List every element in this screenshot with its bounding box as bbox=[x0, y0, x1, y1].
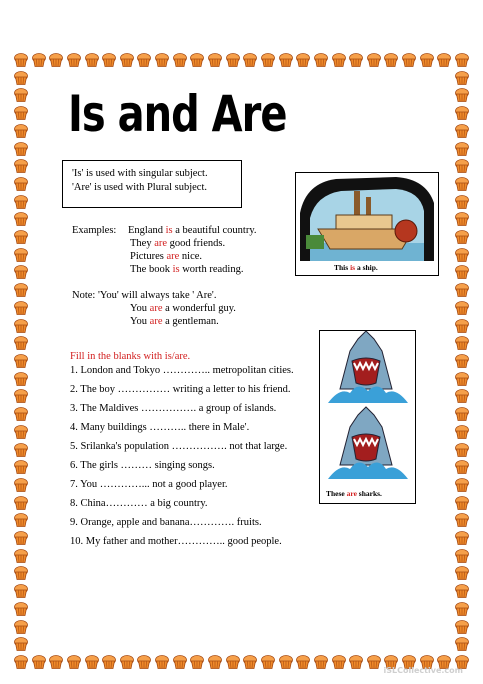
caption-text: These bbox=[326, 489, 347, 498]
muffin-icon bbox=[32, 655, 46, 669]
shark-bottom bbox=[328, 407, 408, 479]
note-text-part: a wonderful guy. bbox=[162, 303, 236, 314]
muffin-icon bbox=[14, 496, 28, 510]
muffin-icon bbox=[384, 53, 398, 67]
muffin-icon bbox=[455, 195, 469, 209]
muffin-icon bbox=[14, 142, 28, 156]
muffin-icon bbox=[455, 496, 469, 510]
muffin-icon bbox=[455, 372, 469, 386]
muffin-icon bbox=[455, 620, 469, 634]
muffin-icon bbox=[102, 53, 116, 67]
muffin-icon bbox=[226, 655, 240, 669]
examples-label: Examples: bbox=[72, 225, 117, 236]
note-line bbox=[130, 303, 236, 314]
caption-verb: is bbox=[350, 263, 356, 272]
example-text: They bbox=[130, 238, 155, 249]
muffin-icon bbox=[455, 354, 469, 368]
caption-verb: are bbox=[346, 489, 357, 498]
muffin-icon bbox=[173, 53, 187, 67]
muffin-icon bbox=[173, 655, 187, 669]
caption-text: a ship. bbox=[355, 263, 378, 272]
muffin-icon bbox=[49, 655, 63, 669]
muffin-icon bbox=[102, 655, 116, 669]
muffin-icon bbox=[14, 248, 28, 262]
muffin-icon bbox=[14, 478, 28, 492]
muffin-icon bbox=[279, 655, 293, 669]
muffin-icon bbox=[296, 655, 310, 669]
muffin-icon bbox=[14, 283, 28, 297]
muffin-icon bbox=[455, 531, 469, 545]
shark-picture-box bbox=[319, 330, 416, 504]
watermark: iSLCollective.com bbox=[383, 666, 463, 675]
muffin-icon bbox=[455, 53, 469, 67]
muffin-icon bbox=[314, 53, 328, 67]
muffin-icon bbox=[67, 655, 81, 669]
muffin-icon bbox=[14, 566, 28, 580]
muffin-icon bbox=[349, 53, 363, 67]
muffin-icon bbox=[14, 407, 28, 421]
muffin-icon bbox=[14, 513, 28, 527]
muffin-icon bbox=[455, 566, 469, 580]
exercise-item: 6. The girls ……… singing songs. bbox=[70, 460, 215, 471]
muffin-icon bbox=[208, 53, 222, 67]
muffin-icon bbox=[85, 655, 99, 669]
note-text-part: You bbox=[130, 303, 150, 314]
note-text: Note: 'You' will always take ' Are'. bbox=[72, 290, 217, 301]
muffin-icon bbox=[120, 655, 134, 669]
example-text: England bbox=[128, 225, 166, 236]
muffin-icon bbox=[14, 602, 28, 616]
muffin-icon bbox=[14, 354, 28, 368]
muffin-icon bbox=[455, 71, 469, 85]
example-line bbox=[130, 251, 202, 262]
muffin-icon bbox=[455, 124, 469, 138]
exercise-item: 8. China………… a big country. bbox=[70, 498, 208, 509]
muffin-icon bbox=[14, 425, 28, 439]
example-verb: is bbox=[172, 264, 180, 275]
ship-paddle-wheel bbox=[395, 220, 417, 242]
muffin-icon bbox=[455, 478, 469, 492]
example-verb: is bbox=[165, 225, 173, 236]
exercise-item: 9. Orange, apple and banana…………. fruits. bbox=[70, 517, 262, 528]
caption-text: sharks. bbox=[356, 489, 382, 498]
muffin-icon bbox=[14, 389, 28, 403]
exercise-item: 2. The boy …………… writing a letter to his friend. bbox=[70, 384, 291, 395]
exercise-item: 3. The Maldives ……………. a group of islands. bbox=[70, 403, 277, 414]
muffin-icon bbox=[14, 212, 28, 226]
muffin-icon bbox=[402, 53, 416, 67]
muffin-icon bbox=[455, 159, 469, 173]
muffin-icon bbox=[261, 53, 275, 67]
muffin-icon bbox=[455, 301, 469, 315]
shark-caption bbox=[326, 489, 382, 498]
muffin-icon bbox=[455, 265, 469, 279]
muffin-icon bbox=[14, 637, 28, 651]
example-text: a beautiful country. bbox=[172, 225, 257, 236]
muffin-icon bbox=[14, 584, 28, 598]
muffin-icon bbox=[14, 265, 28, 279]
muffin-icon bbox=[120, 53, 134, 67]
muffin-icon bbox=[455, 513, 469, 527]
example-verb: are bbox=[154, 238, 168, 249]
muffin-icon bbox=[14, 443, 28, 457]
muffin-icon bbox=[455, 602, 469, 616]
muffin-icon bbox=[14, 177, 28, 191]
example-text: good friends. bbox=[167, 238, 226, 249]
muffin-icon bbox=[85, 53, 99, 67]
shark-top bbox=[328, 331, 408, 403]
muffin-icon bbox=[243, 655, 257, 669]
ship-illustration bbox=[296, 173, 438, 261]
muffin-icon bbox=[155, 655, 169, 669]
example-line bbox=[130, 238, 225, 249]
muffin-icon bbox=[49, 53, 63, 67]
note-verb: are bbox=[149, 303, 163, 314]
muffin-icon bbox=[190, 655, 204, 669]
example-text: worth reading. bbox=[179, 264, 244, 275]
muffin-icon bbox=[455, 460, 469, 474]
muffin-icon bbox=[155, 53, 169, 67]
muffin-icon bbox=[261, 655, 275, 669]
exercise-item: 1. London and Tokyo ………….. metropolitan cities. bbox=[70, 365, 294, 376]
example-text: nice. bbox=[179, 251, 203, 262]
muffin-icon bbox=[14, 549, 28, 563]
muffin-icon bbox=[32, 53, 46, 67]
note-line bbox=[130, 316, 219, 327]
muffin-icon bbox=[190, 53, 204, 67]
exercise-item: 4. Many buildings ……….. there in Male'. bbox=[70, 422, 250, 433]
rule-box bbox=[62, 160, 242, 208]
muffin-icon bbox=[137, 655, 151, 669]
muffin-icon bbox=[14, 88, 28, 102]
muffin-icon bbox=[455, 88, 469, 102]
muffin-icon bbox=[455, 212, 469, 226]
muffin-icon bbox=[314, 655, 328, 669]
muffin-icon bbox=[14, 301, 28, 315]
muffin-icon bbox=[455, 319, 469, 333]
muffin-icon bbox=[455, 407, 469, 421]
muffin-icon bbox=[349, 655, 363, 669]
muffin-icon bbox=[420, 53, 434, 67]
example-text: The book bbox=[130, 264, 173, 275]
muffin-icon bbox=[455, 389, 469, 403]
shark-illustration bbox=[320, 331, 415, 481]
rule-singular: 'Is' is used with singular subject. bbox=[72, 168, 208, 179]
exercise-item: 7. You …………... not a good player. bbox=[70, 479, 228, 490]
muffin-icon bbox=[14, 124, 28, 138]
ship-picture-box bbox=[295, 172, 439, 276]
tree-shape bbox=[306, 235, 324, 249]
muffin-icon bbox=[226, 53, 240, 67]
example-text: Pictures bbox=[130, 251, 167, 262]
muffin-icon bbox=[332, 655, 346, 669]
page-title: Is and Are bbox=[68, 86, 287, 144]
note-verb: are bbox=[149, 316, 163, 327]
muffin-icon bbox=[455, 637, 469, 651]
example-verb: are bbox=[166, 251, 180, 262]
muffin-icon bbox=[137, 53, 151, 67]
muffin-icon bbox=[14, 319, 28, 333]
muffin-icon bbox=[455, 106, 469, 120]
exercise-item: 10. My father and mother………….. good people. bbox=[70, 536, 282, 547]
muffin-icon bbox=[14, 159, 28, 173]
note-text-part: a gentleman. bbox=[162, 316, 219, 327]
muffin-icon bbox=[14, 620, 28, 634]
muffin-icon bbox=[455, 230, 469, 244]
muffin-icon bbox=[332, 53, 346, 67]
example-line bbox=[128, 225, 257, 236]
muffin-icon bbox=[455, 443, 469, 457]
muffin-icon bbox=[455, 142, 469, 156]
muffin-icon bbox=[455, 549, 469, 563]
caption-text: This bbox=[334, 263, 351, 272]
note-text-part: You bbox=[130, 316, 150, 327]
exercise-heading: Fill in the blanks with is/are. bbox=[70, 351, 191, 362]
muffin-icon bbox=[367, 655, 381, 669]
muffin-icon bbox=[279, 53, 293, 67]
muffin-icon bbox=[455, 425, 469, 439]
exercise-item: 5. Srilanka's population ……………. not that large. bbox=[70, 441, 288, 452]
muffin-icon bbox=[455, 584, 469, 598]
example-line bbox=[130, 264, 243, 275]
muffin-icon bbox=[14, 230, 28, 244]
muffin-icon bbox=[455, 248, 469, 262]
muffin-icon bbox=[367, 53, 381, 67]
muffin-icon bbox=[14, 195, 28, 209]
muffin-icon bbox=[437, 53, 451, 67]
muffin-icon bbox=[14, 655, 28, 669]
muffin-icon bbox=[208, 655, 222, 669]
muffin-icon bbox=[14, 71, 28, 85]
muffin-icon bbox=[243, 53, 257, 67]
rule-plural: 'Are' is used with Plural subject. bbox=[72, 182, 208, 193]
muffin-icon bbox=[455, 177, 469, 191]
muffin-icon bbox=[14, 53, 28, 67]
muffin-icon bbox=[455, 336, 469, 350]
muffin-icon bbox=[14, 460, 28, 474]
muffin-icon bbox=[14, 106, 28, 120]
muffin-icon bbox=[455, 283, 469, 297]
ship-caption bbox=[334, 263, 378, 272]
muffin-icon bbox=[14, 336, 28, 350]
muffin-icon bbox=[14, 531, 28, 545]
muffin-icon bbox=[14, 372, 28, 386]
ship-cabin bbox=[336, 215, 392, 229]
muffin-icon bbox=[296, 53, 310, 67]
muffin-icon bbox=[67, 53, 81, 67]
